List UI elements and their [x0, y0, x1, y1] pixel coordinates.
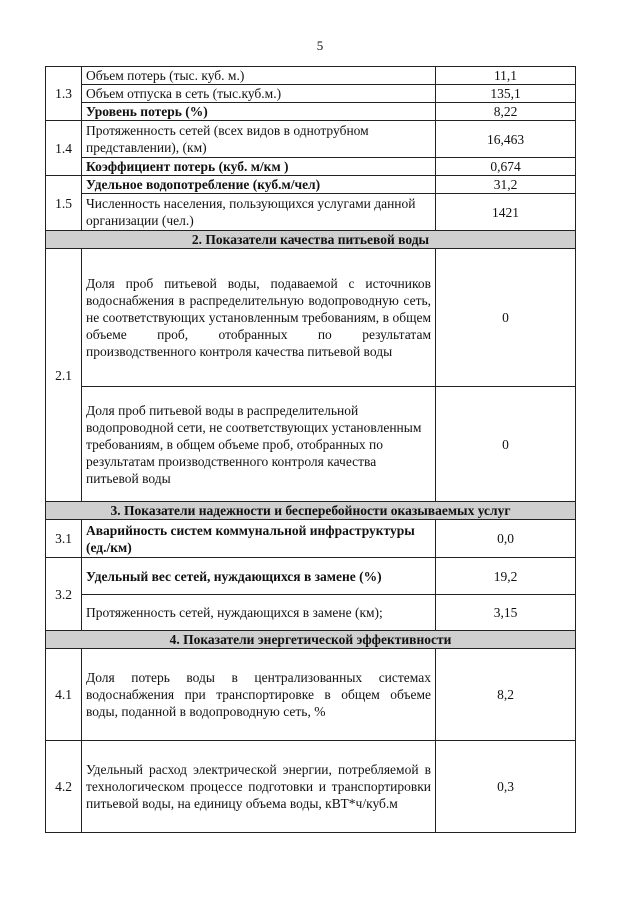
row-number: 3.1	[46, 520, 82, 558]
indicator-label: Коэффициент потерь (куб. м/км )	[82, 158, 436, 176]
indicator-value: 0	[436, 387, 576, 502]
table-row	[46, 85, 576, 103]
indicator-label: Аварийность систем коммунальной инфраструктуры (ед./км)	[82, 520, 436, 558]
indicator-label: Уровень потерь (%)	[82, 103, 436, 121]
indicator-label: Удельное водопотребление (куб.м/чел)	[82, 176, 436, 194]
section-header	[46, 502, 576, 520]
indicator-label: Объем потерь (тыс. куб. м.)	[82, 67, 436, 85]
indicators-table	[45, 66, 576, 833]
section-title: 3. Показатели надежности и бесперебойности оказываемых услуг	[46, 502, 576, 520]
page-number: 5	[316, 38, 324, 53]
indicator-label: Доля проб питьевой воды в распределительной водопроводной сети, не соответствующих установленным требованиям, в общем объеме проб, отобранных по результатам производственного контроля качества питьевой воды	[82, 387, 436, 502]
section-header	[46, 231, 576, 249]
indicator-value: 8,2	[436, 649, 576, 741]
row-number: 4.2	[46, 741, 82, 833]
indicator-value: 31,2	[436, 176, 576, 194]
table-row	[46, 520, 576, 558]
indicator-value: 0,674	[436, 158, 576, 176]
section-header	[46, 631, 576, 649]
indicator-value: 11,1	[436, 67, 576, 85]
table-row	[46, 67, 576, 85]
indicator-label: Объем отпуска в сеть (тыс.куб.м.)	[82, 85, 436, 103]
indicator-label: Доля потерь воды в централизованных системах водоснабжения при транспортировке в общем объеме воды, поданной в водопроводную сеть, %	[82, 649, 436, 741]
indicator-value: 135,1	[436, 85, 576, 103]
row-number: 1.5	[46, 176, 82, 231]
indicator-label: Доля проб питьевой воды, подаваемой с источников водоснабжения в распределительную водопроводную сеть, не соответствующих установленным требованиям, в общем объеме проб, отобранных по результатам производственного контроля качества питьевой воды	[82, 249, 436, 387]
table-row	[46, 194, 576, 231]
table-row	[46, 103, 576, 121]
indicator-label: Протяженность сетей (всех видов в однотрубном представлении), (км)	[82, 121, 436, 158]
indicator-value: 19,2	[436, 558, 576, 595]
table-row	[46, 158, 576, 176]
table-row	[46, 741, 576, 833]
indicator-value: 3,15	[436, 595, 576, 631]
indicator-value: 1421	[436, 194, 576, 231]
table-row	[46, 176, 576, 194]
table-row	[46, 558, 576, 595]
section-title: 2. Показатели качества питьевой воды	[46, 231, 576, 249]
row-number: 1.4	[46, 121, 82, 176]
table-row	[46, 595, 576, 631]
indicator-label: Численность населения, пользующихся услугами данной организации (чел.)	[82, 194, 436, 231]
row-number: 4.1	[46, 649, 82, 741]
indicator-value: 0,3	[436, 741, 576, 833]
section-title: 4. Показатели энергетической эффективности	[46, 631, 576, 649]
row-number: 2.1	[46, 249, 82, 502]
indicator-value: 0	[436, 249, 576, 387]
indicator-value: 8,22	[436, 103, 576, 121]
table-row	[46, 121, 576, 158]
row-number: 3.2	[46, 558, 82, 631]
table-row	[46, 649, 576, 741]
indicator-label: Удельный вес сетей, нуждающихся в замене (%)	[82, 558, 436, 595]
row-number: 1.3	[46, 67, 82, 121]
indicator-label: Протяженность сетей, нуждающихся в замене (км);	[82, 595, 436, 631]
table-row	[46, 249, 576, 387]
indicator-value: 0,0	[436, 520, 576, 558]
table-row	[46, 387, 576, 502]
indicator-value: 16,463	[436, 121, 576, 158]
indicator-label: Удельный расход электрической энергии, потребляемой в технологическом процессе подготовки и транспортировки питьевой воды, на единицу объема воды, кВТ*ч/куб.м	[82, 741, 436, 833]
